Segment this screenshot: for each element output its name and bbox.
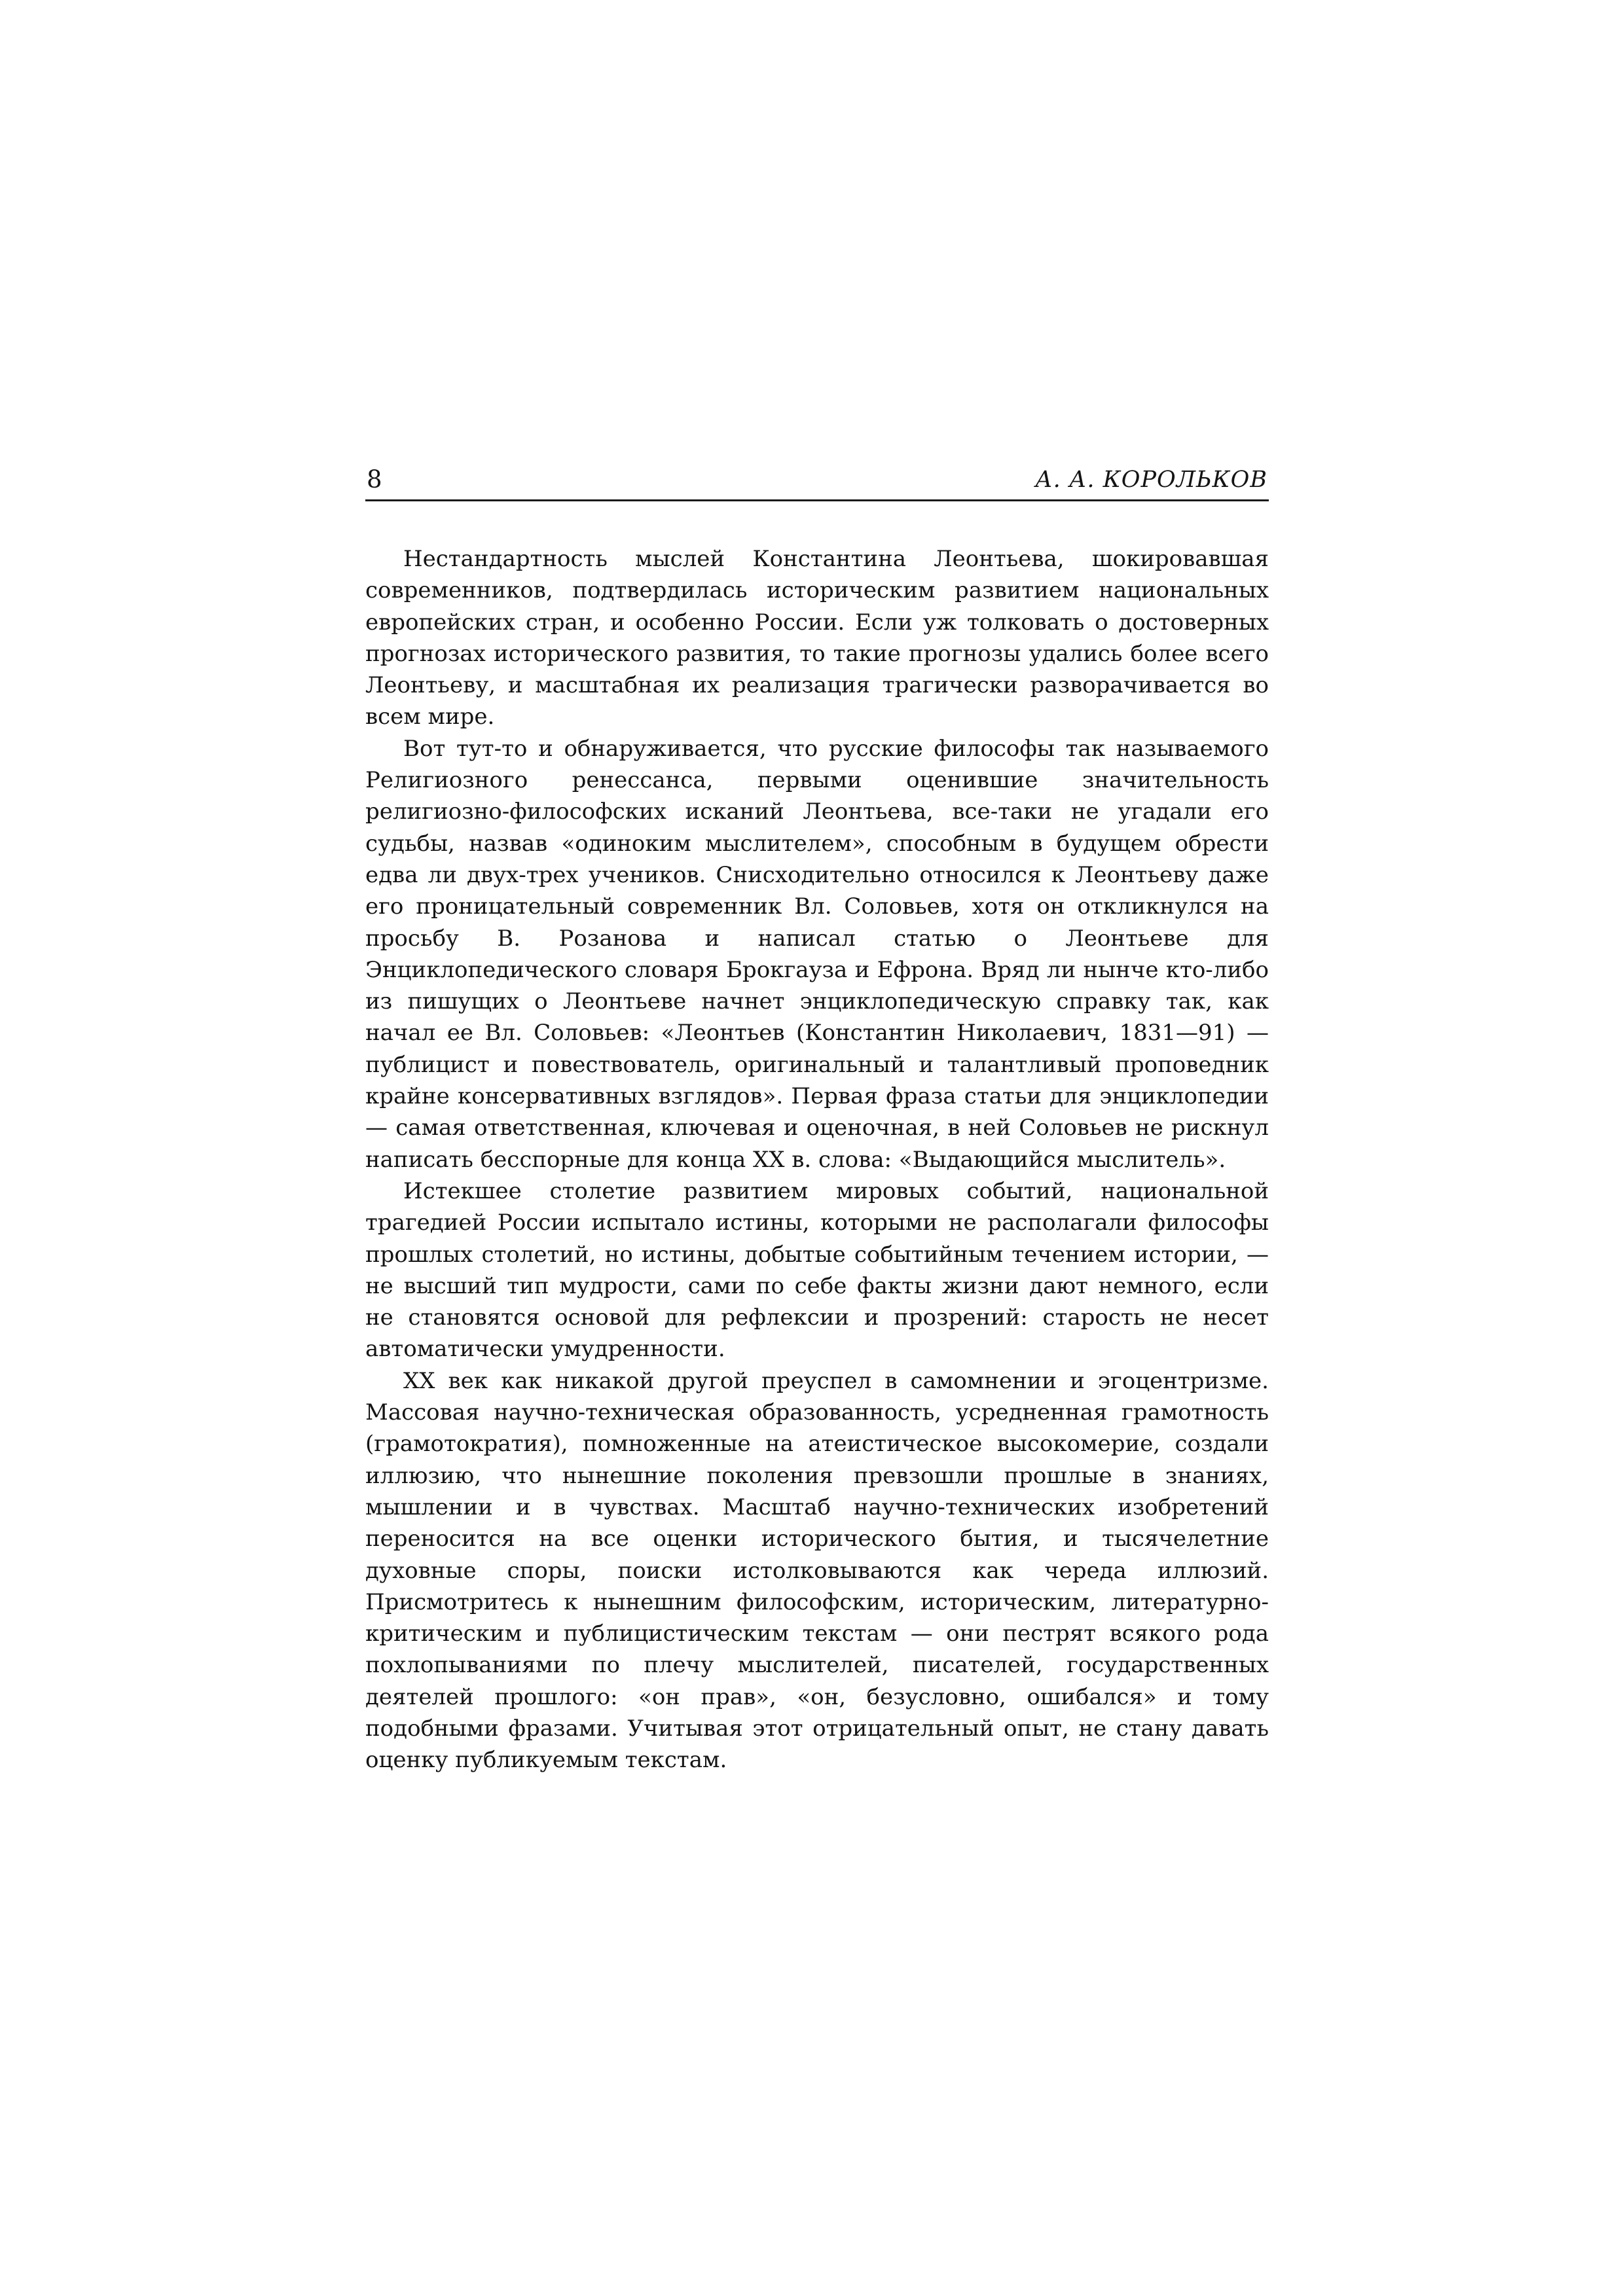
page-content [365, 462, 1269, 1776]
paragraph-4: XX век как никакой другой преуспел в самомнении и эгоцентризме. Массовая научно-техническая образованность, усредненная грамотность (грамотократия), помноженные на атеистическое высокомерие, создали иллюзию, что нынешние поколения превзошли прошлые в знаниях, мышлении и в чувствах. Масштаб научно-технических изобретений переносится на все оценки исторического бытия, и тысячелетние духовные споры, поиски истолковываются как череда иллюзий. Присмотритесь к нынешним философским, историческим, литературно-критическим и публицистическим текстам — они пестрят всякого рода похлопываниями по плечу мыслителей, писателей, государственных деятелей прошлого: «он прав», «он, безусловно, ошибался» и тому подобными фразами. Учитывая этот отрицательный опыт, не стану давать оценку публикуемым текстам. [365, 1367, 1269, 1774]
body-text [365, 543, 1269, 1776]
paragraph-1: Нестандартность мыслей Константина Леонтьева, шокировавшая современников, подтвердилась историческим развитием национальных европейских стран, и особенно России. Если уж толковать о достоверных прогнозах исторического развития, то такие прогнозы удались более всего Леонтьеву, и масштабная их реализация трагически разворачивается во всем мире. [365, 546, 1269, 730]
running-head [365, 462, 1269, 501]
paragraph-3: Истекшее столетие развитием мировых событий, национальной трагедией России испытало истины, которыми не располагали философы прошлых столетий, но истины, добытые событийным течением истории, — не высший тип мудрости, сами по себе факты жизни дают немного, если не становятся основой для рефлексии и прозрений: старость не несет автоматически умудренности. [365, 1177, 1269, 1363]
page-number: 8 [367, 465, 382, 493]
running-head-author: А. А. КОРОЛЬКОВ [1035, 467, 1267, 493]
paragraph-2: Вот тут-то и обнаруживается, что русские философы так называемого Религиозного ренессанса, первыми оценившие значительность религиозно-философских исканий Леонтьева, все-таки не угадали его судьбы, назвав «одиноким мыслителем», способным в будущем обрести едва ли двух-трех учеников. Снисходительно относился к Леонтьеву даже его проницательный современник Вл. Соловьев, хотя он откликнулся на просьбу В. Розанова и написал статью о Леонтьеве для Энциклопедического словаря Брокгауза и Ефрона. Вряд ли нынче кто-либо из пишущих о Леонтьеве начнет энциклопедическую справку так, как начал ее Вл. Соловьев: «Леонтьев (Константин Николаевич, 1831—91) — публицист и повествователь, оригинальный и талантливый проповедник крайне консервативных взглядов». Первая фраза статьи для энциклопедии — самая ответственная, ключевая и оценочная, в ней Соловьев не рискнул написать бесспорные для конца XX в. слова: «Выдающийся мыслитель». [365, 735, 1269, 1173]
